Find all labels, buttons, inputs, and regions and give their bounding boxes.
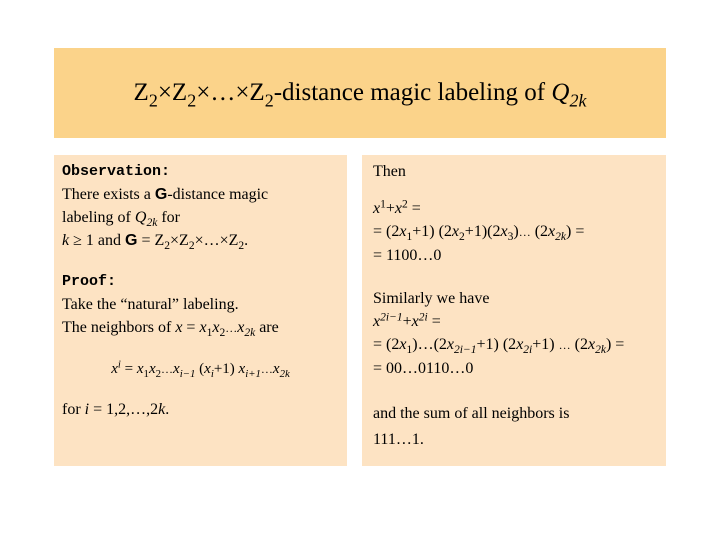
observation-heading: Observation:	[62, 163, 171, 180]
second-sum-expression: $x^{2i-1}+x^{2i}$ =	[373, 311, 441, 330]
left-panel	[54, 155, 347, 466]
title-banner	[54, 48, 666, 138]
first-sum-product: = $(2x_1+1)$ $(2x_2+1)(2x_3)\dots$ $(2x_{2k})$ =	[373, 223, 585, 244]
proof-heading: Proof:	[62, 273, 117, 290]
slide-title: $Z_2\times Z_2\times\dots\times Z_2$-distance magic labeling of $Q_{2k}$	[133, 79, 587, 111]
observation-line-1: There exists a G-distance magic	[62, 186, 269, 203]
neighbor-sum-block	[373, 401, 569, 453]
index-range: for i = 1,2,…,2k.	[62, 401, 170, 418]
observation-line-2: labeling of $Q_{2k}$ for	[62, 209, 180, 230]
neighbor-formula: $x^i$ = $x_1x_2\dots x_{i-1}$ $(x_i+1)$ $x_{i+1}\dots x_{2k}$	[111, 358, 290, 380]
observation-line-3: k ≥ 1 and $G = Z_2\times Z_2\times\dots\times Z_2$.	[62, 232, 249, 253]
second-sum-block	[373, 287, 624, 380]
first-sum-expression: $x^1+x^2$ =	[373, 198, 421, 217]
then-label: Then	[373, 163, 406, 180]
second-sum-product: = $(2x_1)\dots(2x_{2i-1}+1)$ $(2x_{2i}+1)$ … $(2x_{2k})$ =	[373, 336, 625, 357]
observation-block	[62, 160, 268, 252]
proof-block	[62, 270, 279, 340]
neighbor-sum-line-1: and the sum of all neighbors is	[373, 405, 570, 422]
neighbor-sum-line-2: 111…1.	[373, 431, 424, 448]
proof-line-1: Take the “natural” labeling.	[62, 296, 239, 313]
proof-line-2: The neighbors of $x = x_1x_2\dots x_{2k}$ are	[62, 319, 279, 340]
first-sum-block	[373, 197, 584, 267]
similarly-label: Similarly we have	[373, 290, 490, 307]
right-panel	[362, 155, 666, 466]
first-sum-result: = 1100…0	[373, 247, 442, 264]
second-sum-result: = 00…0110…0	[373, 360, 474, 377]
